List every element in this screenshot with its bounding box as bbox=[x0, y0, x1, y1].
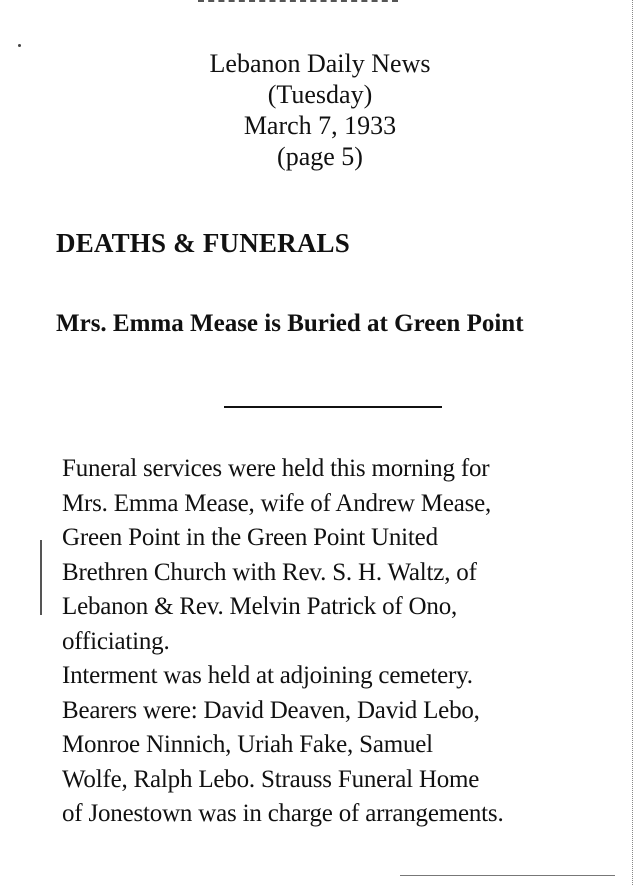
scan-artifact-bottom-rule bbox=[400, 875, 615, 876]
section-title: DEATHS & FUNERALS bbox=[56, 228, 350, 258]
article-body bbox=[62, 452, 622, 832]
newspaper-name: Lebanon Daily News bbox=[209, 49, 431, 78]
body-line: officiating. bbox=[62, 627, 170, 655]
body-line: Green Point in the Green Point United bbox=[62, 524, 438, 551]
scan-artifact-top-rule bbox=[198, 0, 398, 5]
headline-divider bbox=[224, 406, 442, 408]
body-line: of Jonestown was in charge of arrangements. bbox=[62, 800, 504, 827]
body-line: Interment was held at adjoining cemetery. bbox=[62, 662, 473, 689]
article-headline: Mrs. Emma Mease is Buried at Green Point bbox=[56, 310, 524, 337]
scan-artifact-dot bbox=[18, 44, 21, 47]
scan-artifact-margin-line bbox=[40, 540, 42, 615]
body-line: Funeral services were held this morning for bbox=[62, 455, 490, 482]
body-line: Lebanon & Rev. Melvin Patrick of Ono, bbox=[62, 593, 458, 620]
body-line: Mrs. Emma Mease, wife of Andrew Mease, bbox=[62, 489, 492, 517]
body-line: Wolfe, Ralph Lebo. Strauss Funeral Home bbox=[62, 765, 480, 793]
publication-date: March 7, 1933 bbox=[243, 111, 397, 140]
body-line: Monroe Ninnich, Uriah Fake, Samuel bbox=[62, 731, 433, 758]
page-number: (page 5) bbox=[277, 142, 363, 171]
body-line: Bearers were: David Deaven, David Lebo, bbox=[62, 696, 480, 724]
body-line: Brethren Church with Rev. S. H. Waltz, of bbox=[62, 558, 477, 586]
publication-weekday: (Tuesday) bbox=[267, 80, 373, 109]
masthead bbox=[0, 48, 640, 172]
